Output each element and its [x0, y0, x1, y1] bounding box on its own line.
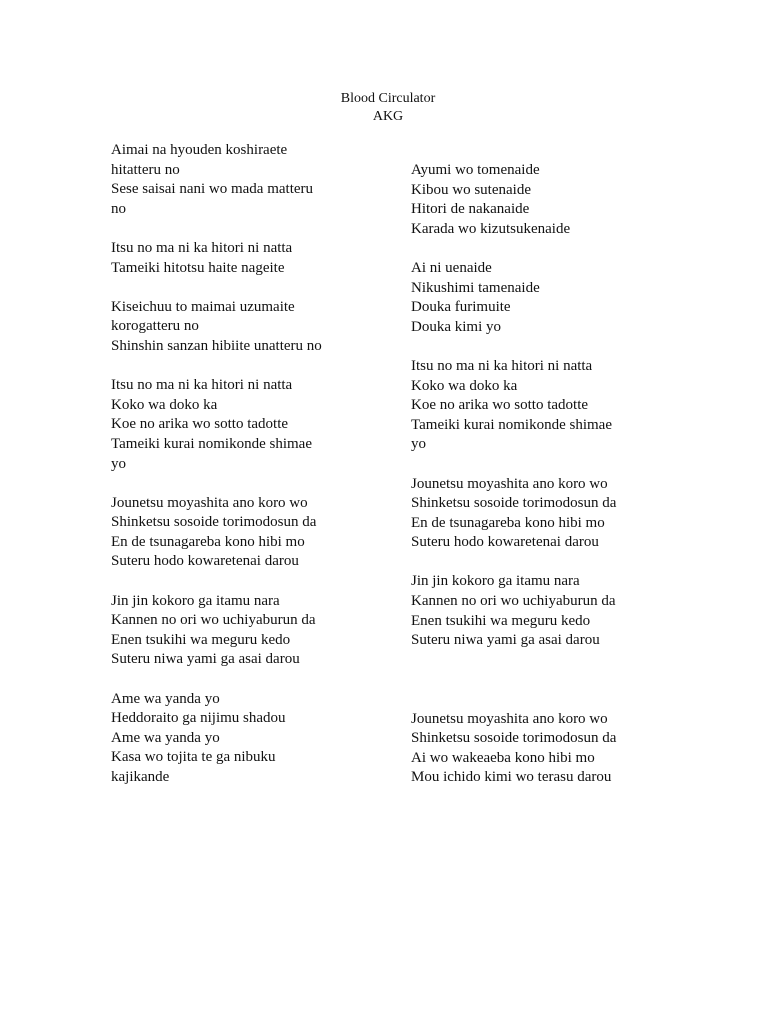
lyric-stanza [411, 259, 691, 337]
lyric-stanza [111, 592, 381, 670]
lyric-line: Ayumi wo tomenaide [411, 162, 540, 178]
lyric-line [411, 651, 691, 671]
stanza-gap [411, 455, 691, 475]
lyric-line: Douka furimuite [411, 299, 511, 316]
lyric-line: Jounetsu moyashita ano koro wo [411, 710, 608, 727]
lyric-line: Sese saisai nani wo mada matteru [111, 181, 314, 198]
lyric-stanza [111, 376, 381, 474]
lyric-line: Ai ni uenaide [411, 259, 492, 276]
lyric-line: Jounetsu moyashita ano koro wo [411, 475, 608, 492]
lyric-line: Kibou wo sutenaide [411, 181, 531, 198]
song-title: Blood Circulator [340, 91, 436, 106]
lyric-line: Kannen no ori wo uchiyaburun da [111, 612, 316, 629]
lyric-line: Koe no arika wo sotto tadotte [411, 397, 589, 414]
lyric-stanza [411, 357, 691, 455]
lyric-line: Ame wa yanda yo [111, 729, 220, 746]
lyric-line: En de tsunagareba kono hibi mo [411, 514, 605, 531]
lyric-line: Koko wa doko ka [411, 377, 518, 394]
lyric-line: Aimai na hyouden koshiraete [111, 142, 288, 158]
lyric-line: Itsu no ma ni ka hitori ni natta [111, 239, 293, 256]
document-header [0, 90, 768, 126]
stanza-gap [111, 670, 381, 690]
stanza-gap [111, 572, 381, 592]
lyric-stanza [411, 651, 691, 690]
lyric-line: Tameiki kurai nomikonde shimae [111, 435, 312, 452]
lyric-line: Enen tsukihi wa meguru kedo [111, 631, 291, 648]
lyric-line: Kasa wo tojita te ga nibuku [111, 749, 276, 766]
lyric-line: Hitori de nakanaide [411, 201, 530, 218]
stanza-gap [411, 553, 691, 573]
lyric-line: Ai wo wakeaeba kono hibi mo [411, 749, 595, 766]
lyric-stanza [111, 494, 381, 572]
lyric-line: Shinketsu sosoide torimodosun da [111, 514, 317, 531]
lyric-line: Jin jin kokoro ga itamu nara [111, 592, 280, 609]
lyrics-left-column [111, 141, 381, 788]
lyrics-right-column [411, 161, 691, 788]
lyric-line: Shinshin sanzan hibiite unatteru no [111, 337, 322, 354]
lyric-line: hitatteru no [111, 161, 180, 178]
lyric-line: Jounetsu moyashita ano koro wo [111, 494, 308, 511]
lyric-line: Suteru niwa yami ga asai darou [111, 651, 300, 668]
lyric-line: Enen tsukihi wa meguru kedo [411, 612, 591, 629]
lyric-line: Douka kimi yo [411, 318, 501, 335]
lyric-line: Ame wa yanda yo [111, 690, 220, 707]
lyric-line: korogatteru no [111, 318, 199, 335]
lyric-line: Mou ichido kimi wo terasu darou [411, 769, 612, 786]
lyric-line: Heddoraito ga nijimu shadou [111, 710, 286, 727]
lyric-stanza [411, 572, 691, 650]
lyric-stanza [111, 239, 381, 278]
lyric-line: Itsu no ma ni ka hitori ni natta [111, 377, 293, 394]
lyric-line: Nikushimi tamenaide [411, 279, 540, 296]
lyric-stanza [411, 710, 691, 788]
stanza-gap [411, 337, 691, 357]
lyric-line: Kannen no ori wo uchiyaburun da [411, 593, 616, 610]
stanza-gap [411, 239, 691, 259]
lyric-line: Jin jin kokoro ga itamu nara [411, 573, 580, 590]
lyric-stanza [111, 690, 381, 788]
lyric-line: En de tsunagareba kono hibi mo [111, 533, 305, 550]
lyric-line: Shinketsu sosoide torimodosun da [411, 730, 617, 747]
lyric-line: no [111, 200, 126, 217]
stanza-gap [111, 474, 381, 494]
lyric-line [411, 670, 691, 690]
lyric-stanza [411, 161, 691, 239]
stanza-gap [111, 278, 381, 298]
stanza-gap [111, 357, 381, 377]
lyric-line: Kiseichuu to maimai uzumaite [111, 298, 295, 315]
lyric-line: Suteru niwa yami ga asai darou [411, 632, 600, 649]
lyric-line: Tameiki kurai nomikonde shimae [411, 416, 612, 433]
lyric-line: yo [111, 455, 126, 472]
lyric-line: Tameiki hitotsu haite nageite [111, 259, 285, 276]
lyric-line: Koko wa doko ka [111, 396, 218, 413]
lyric-line: Suteru hodo kowaretenai darou [111, 553, 299, 570]
lyric-line: yo [411, 436, 426, 453]
lyric-line: Suteru hodo kowaretenai darou [411, 534, 599, 551]
lyric-line: kajikande [111, 769, 170, 785]
lyric-stanza [111, 298, 381, 357]
lyric-line: Itsu no ma ni ka hitori ni natta [411, 357, 593, 374]
stanza-gap [411, 690, 691, 710]
lyric-stanza [111, 141, 381, 219]
lyric-stanza [411, 475, 691, 553]
artist-name: AKG [372, 109, 404, 124]
lyric-line: Koe no arika wo sotto tadotte [111, 416, 289, 433]
lyric-line: Karada wo kizutsukenaide [411, 220, 571, 237]
stanza-gap [111, 219, 381, 239]
lyric-line: Shinketsu sosoide torimodosun da [411, 495, 617, 512]
